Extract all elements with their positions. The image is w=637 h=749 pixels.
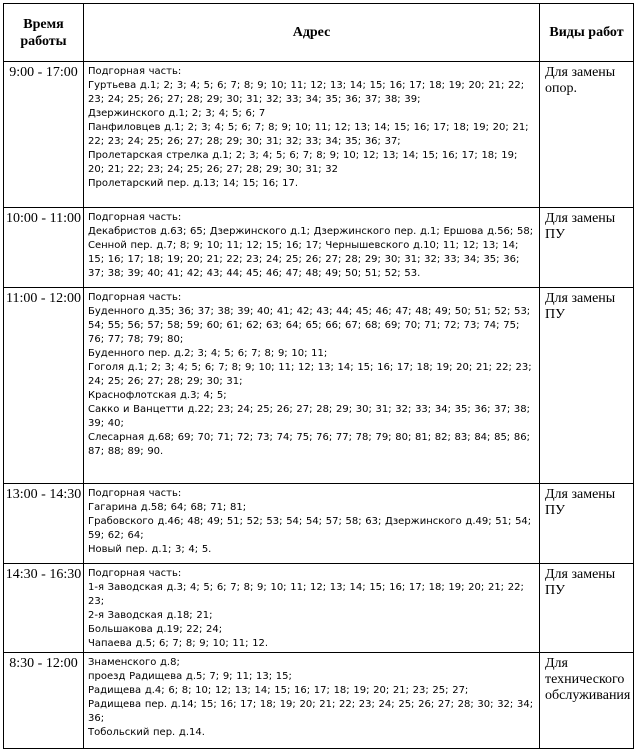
address-line: Слесарная д.68; 69; 70; 71; 72; 73; 74; 75; 76; 77; 78; 79; 80; 81; 82; 83; 84; 85; 86; 87; 88; 89; 90. [88, 432, 530, 457]
header-row [4, 4, 634, 62]
address-line: Буденного д.35; 36; 37; 38; 39; 40; 41; 42; 43; 44; 45; 46; 47; 48; 49; 50; 51; 52; 53; 54; 55; 56; 57; 58; 59; 60; 61; 62; 63; 64; 65; 66; 67; 68; 69; 70; 71; 72; 73; 74; 75; 76; 77; 78; 79; 80; [88, 306, 531, 345]
address-line: Подгорная часть: [88, 292, 182, 303]
table-row [4, 653, 634, 749]
address-line: 2-я Заводская д.18; 21; [88, 610, 213, 621]
address-line: Подгорная часть: [88, 66, 182, 77]
address-cell [84, 288, 540, 484]
address-line: Панфиловцев д.1; 2; 3; 4; 5; 6; 7; 8; 9; 10; 11; 12; 13; 14; 15; 16; 17; 18; 19; 20; 21; 22; 23; 24; 25; 26; 27; 28; 29; 30; 31; 32; 33; 34; 35; 36; 37; [88, 122, 529, 147]
header-work-type: Виды работ [540, 4, 634, 62]
address-line: Подгорная часть: [88, 568, 182, 579]
work-type-cell: Для замены ПУ [540, 484, 634, 564]
table-row [4, 288, 634, 484]
address-line: Чапаева д.5; 6; 7; 8; 9; 10; 11; 12. [88, 638, 269, 649]
work-type-cell: Для замены ПУ [540, 564, 634, 653]
time-cell: 11:00 - 12:00 [4, 288, 84, 484]
time-cell: 14:30 - 16:30 [4, 564, 84, 653]
address-cell [84, 208, 540, 288]
address-line: Радищева пер. д.14; 15; 16; 17; 18; 19; 20; 21; 22; 23; 24; 25; 26; 27; 28; 30; 32; 34; 36; [88, 699, 534, 724]
address-cell [84, 484, 540, 564]
address-line: Радищева д.4; 6; 8; 10; 12; 13; 14; 15; 16; 17; 18; 19; 20; 21; 23; 25; 27; [88, 685, 469, 696]
schedule-table [3, 3, 634, 749]
table-row [4, 484, 634, 564]
address-cell [84, 62, 540, 208]
address-line: Тобольский пер. д.14. [88, 727, 205, 738]
address-line: Гоголя д.1; 2; 3; 4; 5; 6; 7; 8; 9; 10; 11; 12; 13; 14; 15; 16; 17; 18; 19; 20; 21; 22; 23; 24; 25; 26; 27; 28; 29; 30; 31; [88, 362, 532, 387]
address-cell [84, 564, 540, 653]
address-line: Пролетарская стрелка д.1; 2; 3; 4; 5; 6; 7; 8; 9; 10; 12; 13; 14; 15; 16; 17; 18; 19; 20; 21; 22; 23; 24; 25; 26; 27; 28; 29; 30; 31; 32 [88, 150, 518, 175]
time-cell: 10:00 - 11:00 [4, 208, 84, 288]
address-line: Подгорная часть: [88, 488, 182, 499]
address-line: Новый пер. д.1; 3; 4; 5. [88, 544, 212, 555]
work-type-cell: Для замены ПУ [540, 208, 634, 288]
address-line: Гуртьева д.1; 2; 3; 4; 5; 6; 7; 8; 9; 10; 11; 12; 13; 14; 15; 16; 17; 18; 19; 20; 21; 22; 23; 24; 25; 26; 27; 28; 29; 30; 31; 32; 33; 34; 35; 36; 37; 38; 39; [88, 80, 525, 105]
address-line: проезд Радищева д.5; 7; 9; 11; 13; 15; [88, 671, 292, 682]
address-line: Пролетарский пер. д.13; 14; 15; 16; 17. [88, 178, 299, 189]
address-line: Дзержинского д.1; 2; 3; 4; 5; 6; 7 [88, 108, 266, 119]
time-cell: 13:00 - 14:30 [4, 484, 84, 564]
work-type-cell: Для замены опор. [540, 62, 634, 208]
address-line: Подгорная часть: [88, 212, 182, 223]
address-line: Знаменского д.8; [88, 657, 180, 668]
header-time: Время работы [4, 4, 84, 62]
address-line: Декабристов д.63; 65; Дзержинского д.1; Дзержинского пер. д.1; Ершова д.56; 58; Сенной пер. д.7; 8; 9; 10; 11; 12; 15; 16; 17; Чернышевского д.10; 11; 12; 13; 14; 15; 16; 17; 18; 19; 20; 21; 22; 23; 24; 25; 26; 27; 28; 29; 30; 31; 32; 33; 34; 35; 36; 37; 38; 39; 40; 41; 42; 43; 44; 45; 46; 47; 48; 49; 50; 51; 52; 53. [88, 226, 534, 279]
address-line: Гагарина д.58; 64; 68; 71; 81; [88, 502, 247, 513]
header-address: Адрес [84, 4, 540, 62]
time-cell: 9:00 - 17:00 [4, 62, 84, 208]
time-cell: 8:30 - 12:00 [4, 653, 84, 749]
table-row [4, 564, 634, 653]
table-row [4, 208, 634, 288]
address-line: Большакова д.19; 22; 24; [88, 624, 223, 635]
address-line: Буденного пер. д.2; 3; 4; 5; 6; 7; 8; 9; 10; 11; [88, 348, 328, 359]
work-type-cell: Для замены ПУ [540, 288, 634, 484]
address-line: Краснофлотская д.3; 4; 5; [88, 390, 227, 401]
address-cell [84, 653, 540, 749]
address-line: Сакко и Ванцетти д.22; 23; 24; 25; 26; 27; 28; 29; 30; 31; 32; 33; 34; 35; 36; 37; 38; 39; 40; [88, 404, 531, 429]
address-line: 1-я Заводская д.3; 4; 5; 6; 7; 8; 9; 10; 11; 12; 13; 14; 15; 16; 17; 18; 19; 20; 21; 22; 23; [88, 582, 524, 607]
address-line: Грабовского д.46; 48; 49; 51; 52; 53; 54; 54; 57; 58; 63; Дзержинского д.49; 51; 54; 59; 62; 64; [88, 516, 532, 541]
table-row [4, 62, 634, 208]
work-type-cell: Для технического обслуживания [540, 653, 634, 749]
